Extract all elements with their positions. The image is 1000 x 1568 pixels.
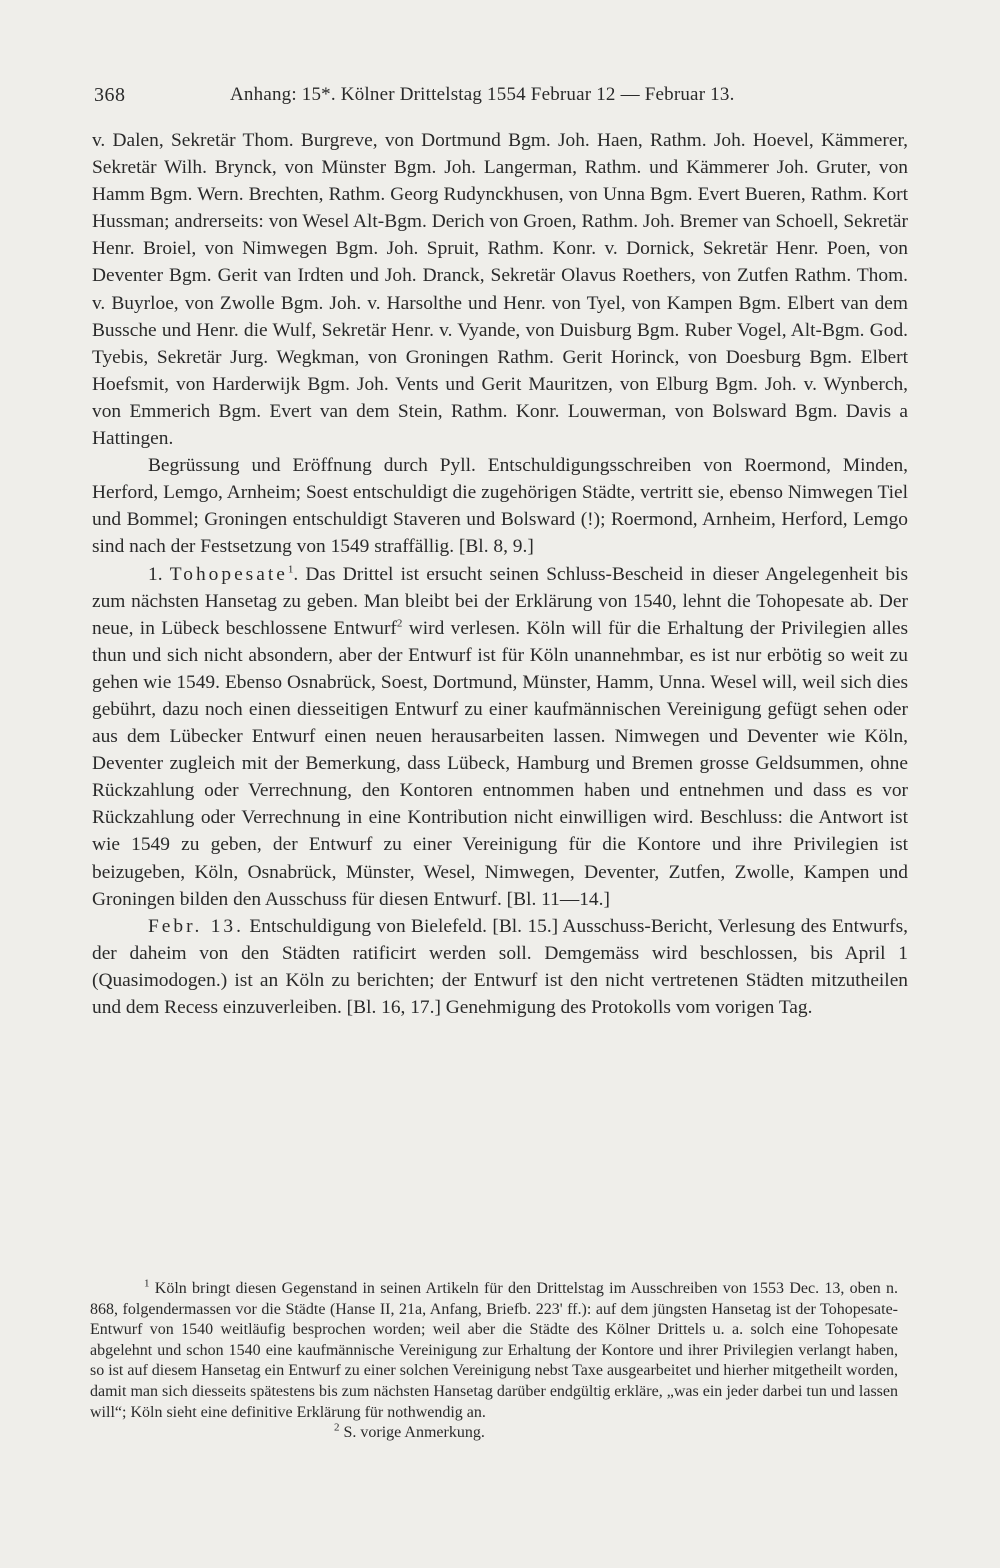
feb13-paragraph [92, 913, 908, 1021]
main-text [92, 127, 908, 1021]
attendees-paragraph: v. Dalen, Sekretär Thom. Burgreve, von Dortmund Bgm. Joh. Haen, Rathm. Joh. Hoevel, Kämmerer, Sekretär Wilh. Brynck, von Münster Bgm. Joh. Langerman, Rathm. und Kämmerer Joh. Gruter, von Hamm Bgm. Wern. Brechten, Rathm. Georg Rudynckhusen, von Unna Bgm. Evert Bueren, Rathm. Kort Hussman; andrerseits: von Wesel Alt-Bgm. Derich von Groen, Rathm. Joh. Bremer van Schoell, Sekretär Henr. Broiel, von Nimwegen Bgm. Joh. Spruit, Rathm. Konr. v. Dornick, Sekretär Henr. Poen, von Deventer Bgm. Gerit van Irdten und Joh. Dranck, Sekretär Olavus Roethers, von Zutfen Rathm. Thom. v. Buyrloe, von Zwolle Bgm. Joh. v. Harsolthe und Henr. von Tyel, von Kampen Bgm. Elbert van dem Bussche und Henr. die Wulf, Sekretär Henr. v. Vyande, von Duisburg Bgm. Ruber Vogel, Alt-Bgm. God. Tyebis, Sekretär Jurg. Wegkman, von Groningen Rathm. Gerit Horinck, von Doesburg Bgm. Elbert Hoefsmit, von Harderwijk Bgm. Joh. Vents und Gerit Mauritzen, von Elburg Bgm. Joh. v. Wynberch, von Emmerich Bgm. Evert van dem Stein, Rathm. Konr. Louwerman, von Bolsward Bgm. Davis a Hattingen. [92, 130, 908, 450]
footnote-2-mark: 2 [334, 1421, 340, 1434]
section-1-text-a: . Das Drittel ist ersucht seinen Schluss-Bescheid in dieser Angelegenheit bis zum nächsten Hansetag zu geben. Man bleibt bei der Erklärung von 1540, lehnt die Tohopesate ab. Der neue, in Lübeck beschlossene Entwurf [92, 563, 908, 639]
date-label: Febr. 13. [148, 915, 244, 937]
footnote-1-mark: 1 [144, 1277, 150, 1290]
footnotes [90, 1279, 898, 1444]
footnote-ref-2: 2 [396, 617, 403, 630]
footnote-2 [90, 1423, 898, 1444]
footnote-1-text: Köln bringt diesen Gegenstand in seinen Artikeln für den Drittelstag im Ausschreiben von 1553 Dec. 13, oben n. 868, folgendermassen vor die Städte (Hanse II, 21a, Anfang, Briefb. 223' ff.): auf dem jüngsten Hansetag ist der Tohopesate-Entwurf von 1540 weitläufig besprochen worden; weil aber die Städte des Kölner Drittels u. a. solch eine Tohopesate abgelehnt und schon 1540 eine kaufmännische Vereinigung zur Erhaltung der Kontore und ihrer Privilegien verlangt haben, so ist auf diesem Hansetag ein Entwurf zu einer solchen Vereinigung nebst Taxe ausgearbeitet und hierher mitgetheilt worden, damit man sich diesseits spätestens bis zum nächsten Hansetag darüber endgültig erkläre, „was ein jeder darbei tun und lassen will“; Köln sieht eine definitive Erklärung für nothwendig an. [90, 1280, 898, 1421]
section-number: 1. [148, 563, 163, 585]
running-title: Anhang: 15*. Kölner Drittelstag 1554 Februar 12 — Februar 13. [230, 84, 735, 105]
running-header [94, 84, 906, 110]
page-number: 368 [94, 84, 126, 106]
footnote-ref-1: 1 [287, 563, 294, 576]
section-1-text-b: wird verlesen. Köln will für die Erhaltung der Privilegien alles thun und sich nicht absondern, aber der Entwurf ist für Köln unannehmbar, es ist nur erbötig so weit zu gehen wie 1549. Ebenso Osnabrück, Soest, Dortmund, Münster, Hamm, Unna. Wesel will, weil sich dies gebührt, dazu noch einen diesseitigen Entwurf zu einer kaufmännischen Vereinigung gefügt sehen oder aus dem Lübecker Entwurf einen neuen herausarbeiten lassen. Nimwegen und Deventer wie Köln, Deventer zugleich mit der Bemerkung, dass Lübeck, Hamburg und Bremen grosse Geldsummen, ohne Rückzahlung oder Verrechnung, den Kontoren entnommen haben und entnehmen und dass es vor Rückzahlung oder Verrechnung in eine Kontribution nicht einwilligen wird. Beschluss: die Antwort ist wie 1549 zu geben, der Entwurf zu einer Vereinigung für die Kontore und ihre Privilegien ist beizugeben, Köln, Osnabrück, Münster, Wesel, Nimwegen, Deventer, Zutfen, Zwolle, Kampen und Groningen bilden den Ausschuss für diesen Entwurf. [Bl. 11—14.] [92, 617, 909, 910]
footnote-1 [90, 1279, 898, 1423]
greeting-paragraph: Begrüssung und Eröffnung durch Pyll. Entschuldigungsschreiben von Roermond, Minden, Herford, Lemgo, Arnheim; Soest entschuldigt die zugehörigen Städte, vertritt sie, ebenso Nimwegen Tiel und Bommel; Groningen entschuldigt Staveren und Bolsward (!); Roermond, Arnheim, Herford, Lemgo sind nach der Festsetzung von 1549 straffällig. [Bl. 8, 9.] [92, 455, 908, 558]
section-term: Tohopesate [169, 563, 288, 585]
section-1-paragraph [92, 561, 908, 913]
footnote-2-text: S. vorige Anmerkung. [339, 1424, 485, 1442]
feb13-text: Entschuldigung von Bielefeld. [Bl. 15.] Ausschuss-Bericht, Verlesung des Entwurfs, der daheim von den Städten ratificirt werden soll. Demgemäss wird beschlossen, bis April 1 (Quasimodogen.) ist an Köln zu berichten; der Entwurf ist den nicht vertretenen Städten mitzutheilen und dem Recess einzuverleiben. [Bl. 16, 17.] Genehmigung des Protokolls vom vorigen Tag. [92, 915, 908, 1018]
